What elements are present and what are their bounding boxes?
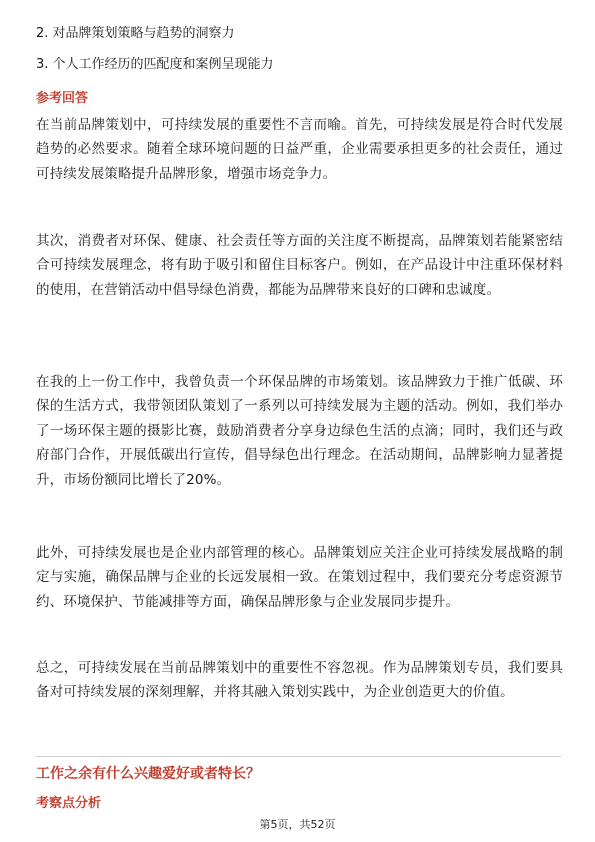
- list-item-2: 2. 对品牌策划策略与趋势的洞察力: [36, 26, 235, 41]
- answer-heading: 参考回答: [36, 91, 89, 106]
- section-divider: [36, 756, 561, 757]
- page-number: 第5页，共52页: [259, 818, 336, 831]
- answer-paragraph-1: 在当前品牌策划中，可持续发展的重要性不言而喻。首先，可持续发展是符合时代发展趋势的必然要求。随着全球环境问题的日益严重，企业需要承担更多的社会责任，通过可持续发展策略提升品牌形象，增强市场竞争力。: [36, 117, 563, 182]
- answer-paragraph-4: 此外，可持续发展也是企业内部管理的核心。品牌策划应关注企业可持续发展战略的制定与实施，确保品牌与企业的长远发展相一致。在策划过程中，我们要充分考虑资源节约、环境保护、节能减排等方面，确保品牌形象与企业发展同步提升。: [36, 545, 563, 610]
- next-question-title: 工作之余有什么兴趣爱好或者特长？: [36, 766, 260, 782]
- answer-paragraph-3: 在我的上一份工作中，我曾负责一个环保品牌的市场策划。该品牌致力于推广低碳、环保的生活方式，我带领团队策划了一系列以可持续发展为主题的活动。例如，我们举办了一场环保主题的摄影比赛，鼓励消费者分享身边绿色生活的点滴；同时，我们还与政府部门合作，开展低碳出行宣传，倡导绿色出行理念。在活动期间，品牌影响力显著提升，市场份额同比增长了20%。: [36, 374, 563, 488]
- answer-paragraph-5: 总之，可持续发展在当前品牌策划中的重要性不容忽视。作为品牌策划专员，我们要具备对可持续发展的深刻理解，并将其融入策划实践中，为企业创造更大的价值。: [36, 660, 563, 701]
- list-item-3: 3. 个人工作经历的匹配度和案例呈现能力: [36, 57, 274, 72]
- answer-paragraph-2: 其次，消费者对环保、健康、社会责任等方面的关注度不断提高，品牌策划若能紧密结合可持续发展理念，将有助于吸引和留住目标客户。例如，在产品设计中注重环保材料的使用，在营销活动中倡导绿色消费，都能为品牌带来良好的口碑和忠诚度。: [36, 233, 563, 298]
- analysis-subheading: 考察点分析: [36, 796, 102, 811]
